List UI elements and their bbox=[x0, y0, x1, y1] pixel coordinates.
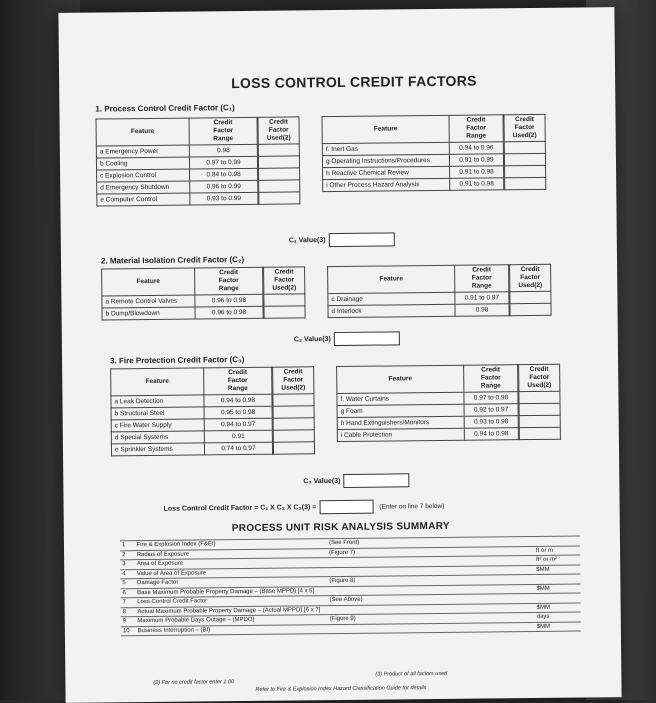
c3-value-label: C₃ Value(3) bbox=[303, 477, 341, 486]
summary-row: 10 Business Interruption – (BI) $MM bbox=[121, 621, 581, 635]
summary-row: 3 Area of Exposure ft² or m² bbox=[120, 555, 580, 569]
credit-used-cell[interactable] bbox=[264, 306, 305, 318]
summary-row: 9 Maximum Probable Days Outage – (MPDO) (Figure 9) days bbox=[121, 612, 581, 626]
section2-right-table: Feature Credit Factor Range c Drainage 0.91 to 0.97 d Interlock 0.98 bbox=[327, 264, 510, 318]
table-row: g Foam 0.92 to 0.97 bbox=[337, 404, 518, 418]
c3-value-row bbox=[303, 473, 409, 488]
section3-right-table: Feature Credit Factor Range f. Water Curtains 0.97 to 0.98 g Foam 0.92 to 0.97 h Hand Extinguishers/Monitors 0.93 to 0.98 i Cable Protection 0.94 to 0.98 bbox=[336, 364, 519, 442]
credit-used-cell[interactable] bbox=[510, 291, 551, 303]
table-row: d Emergency Shutdown 0.96 to 0.99 bbox=[97, 180, 258, 194]
table-row: a Remote Control Valves 0.96 to 0.98 bbox=[102, 294, 263, 308]
table-row: e Computer Control 0.93 to 0.99 bbox=[97, 192, 258, 206]
table-row: c Drainage 0.91 to 0.97 bbox=[328, 292, 509, 306]
table-row: i Cable Protection 0.94 to 0.98 bbox=[337, 428, 518, 442]
credit-used-cell[interactable] bbox=[273, 394, 314, 406]
table-row: g Operating Instructions/Procedures 0.91 to 0.99 bbox=[322, 154, 503, 168]
credit-used-cell[interactable] bbox=[519, 415, 560, 427]
c1-value-label: C₁ Value(3) bbox=[288, 236, 326, 245]
credit-used-cell[interactable] bbox=[510, 303, 551, 315]
section1-heading: 1. Process Control Credit Factor (C₁) bbox=[95, 103, 235, 114]
credit-used-cell[interactable] bbox=[258, 156, 299, 168]
table-row: e Sprinkler Systems 0.74 to 0.97 bbox=[111, 442, 272, 456]
section2-used-left: Credit Factor Used(2) bbox=[263, 266, 306, 318]
header-range: Credit Factor Range bbox=[189, 117, 257, 145]
section2-heading: 2. Material Isolation Credit Factor (C₂) bbox=[100, 254, 245, 266]
credit-used-cell[interactable] bbox=[259, 168, 300, 180]
credit-used-cell[interactable] bbox=[258, 144, 299, 156]
summary-row: 6 Base Maximum Probable Property Damage – (Base MPPD) [4 x 5] $MM bbox=[120, 583, 580, 597]
credit-used-cell[interactable] bbox=[273, 406, 314, 418]
table-row: b Dump/Blowdown 0.96 to 0.98 bbox=[102, 306, 263, 320]
table-row: h Reactive Chemical Review 0.91 to 0.98 bbox=[323, 166, 504, 180]
credit-used-cell[interactable] bbox=[259, 192, 300, 204]
section1-left-table bbox=[96, 117, 259, 207]
credit-used-cell[interactable] bbox=[504, 141, 545, 153]
credit-used-cell[interactable] bbox=[519, 427, 560, 439]
credit-used-cell[interactable] bbox=[505, 165, 546, 177]
section2-left-table: Feature Credit Factor Range a Remote Control Valves 0.96 to 0.98 b Dump/Blowdown 0.96 to 0.98 bbox=[101, 267, 264, 321]
summary-title: PROCESS UNIT RISK ANALYSIS SUMMARY bbox=[231, 520, 450, 535]
section1-right-table: Feature Credit Factor Range f. Inert Gas 0.94 to 0.96 g Operating Instructions/Procedures 0.91 to 0.99 h Reactive Chemical Review 0.91 to 0.98 i Other Process Hazard Analysis 0.91 to 0.98 bbox=[321, 114, 504, 192]
header-feature: Feature bbox=[96, 118, 189, 146]
summary-value-cell[interactable] bbox=[405, 622, 535, 633]
table-row: d Interlock 0.98 bbox=[328, 304, 509, 318]
c2-value-row bbox=[294, 331, 400, 346]
section3-used-right: Credit Factor Used(2) bbox=[518, 364, 561, 440]
credit-used-cell[interactable] bbox=[519, 403, 560, 415]
c2-value-box[interactable] bbox=[334, 331, 400, 346]
section2-used-right: Credit Factor Used(2) bbox=[509, 264, 552, 316]
c1-value-row bbox=[289, 232, 395, 247]
credit-used-cell[interactable] bbox=[273, 442, 314, 454]
summary-row: 8 Actual Maximum Probable Property Damage – (Actual MPPD) [6 x 7] $MM bbox=[121, 602, 581, 616]
loss-control-note: (Enter on line 7 below) bbox=[379, 502, 445, 511]
c3-value-box[interactable] bbox=[343, 473, 409, 488]
summary-row: 4 Value of Area of Exposure $MM bbox=[120, 564, 580, 578]
loss-control-formula: Loss Control Credit Factor = C₁ X C₂ X C₃(3) = bbox=[163, 504, 317, 513]
footnote-reference: Refer to Fire & Explosion Index Hazard Classification Guide for details bbox=[255, 685, 427, 693]
summary-row: 7 Loss Control Credit Factor (See Above) bbox=[121, 593, 581, 607]
summary-row: 2 Radius of Exposure (Figure 7) ft or m bbox=[120, 545, 580, 559]
table-row: h Hand Extinguishers/Monitors 0.93 to 0.98 bbox=[337, 416, 518, 430]
loss-control-row bbox=[164, 499, 445, 516]
section3-left-table: Feature Credit Factor Range a Leak Detection 0.94 to 0.98 b Structural Steel 0.95 to 0.98 c Fire Water Supply 0.94 to 0.97 d Special Systems 0.91 e Sprinkler Systems 0.74 to 0.97 bbox=[110, 367, 273, 457]
section1-used-right: Credit Factor Used(2) bbox=[503, 114, 546, 190]
credit-used-cell[interactable] bbox=[519, 391, 560, 403]
table-row: c Explosion Control 0.84 to 0.98 bbox=[97, 168, 258, 182]
table-row: c Fire Water Supply 0.94 to 0.97 bbox=[111, 418, 272, 432]
table-row: f. Inert Gas 0.94 to 0.96 bbox=[322, 142, 503, 156]
page-title: LOSS CONTROL CREDIT FACTORS bbox=[231, 72, 477, 92]
table-row: b Structural Steel 0.95 to 0.98 bbox=[111, 406, 272, 420]
credit-used-cell[interactable] bbox=[273, 418, 314, 430]
table-row: a Leak Detection 0.94 to 0.98 bbox=[111, 394, 272, 408]
section3-used-left: Credit Factor Used(2) bbox=[272, 366, 315, 454]
summary-table bbox=[120, 535, 581, 636]
table-row: i Other Process Hazard Analysis 0.91 to 0.98 bbox=[323, 178, 504, 192]
c2-value-label: C₂ Value(3) bbox=[293, 335, 331, 344]
table-row: a Emergency Power 0.98 bbox=[96, 144, 257, 158]
document-page bbox=[58, 7, 621, 703]
summary-row: 5 Damage Factor (Figure 8) bbox=[120, 574, 580, 588]
credit-used-cell[interactable] bbox=[505, 177, 546, 189]
footnote-3: (3) Product of all factors used bbox=[375, 670, 448, 678]
c1-value-box[interactable] bbox=[328, 232, 394, 247]
section3-heading: 3. Fire Protection Credit Factor (C₃) bbox=[110, 355, 245, 366]
table-row: b Cooling 0.97 to 0.99 bbox=[96, 156, 257, 170]
loss-control-box[interactable] bbox=[319, 500, 373, 515]
credit-used-cell[interactable] bbox=[259, 180, 300, 192]
footnote-2: (2) For no credit factor enter 1.00 bbox=[153, 679, 235, 686]
credit-used-cell[interactable] bbox=[504, 153, 545, 165]
summary-row: 1 Fire & Explosion Index (F&EI) (See Front) bbox=[120, 536, 580, 550]
table-row: d Special Systems 0.91 bbox=[111, 430, 272, 444]
credit-used-cell[interactable] bbox=[264, 294, 305, 306]
section1-used-left: Credit Factor Used(2) bbox=[258, 116, 301, 204]
credit-used-cell[interactable] bbox=[273, 430, 314, 442]
table-row: f. Water Curtains 0.97 to 0.98 bbox=[337, 392, 518, 406]
